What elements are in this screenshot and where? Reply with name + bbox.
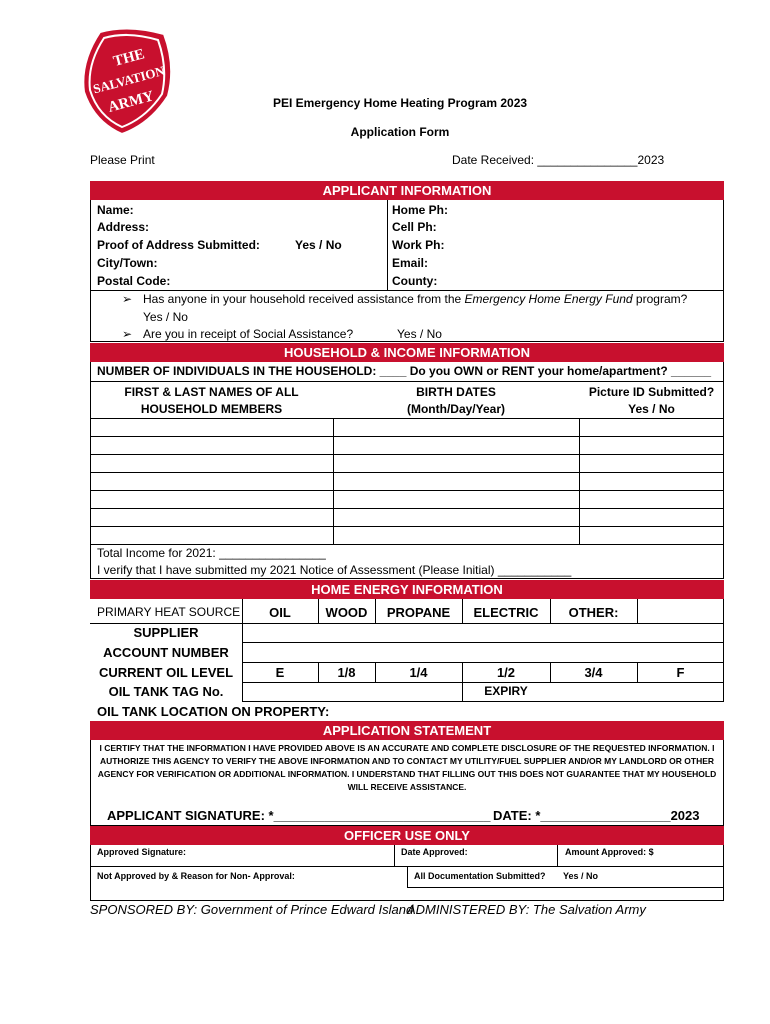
please-print-label: Please Print [90, 153, 155, 167]
supplier-label: SUPPLIER [133, 625, 199, 640]
svg-text:ARMY: ARMY [106, 88, 156, 116]
svg-text:THE: THE [111, 46, 147, 70]
applicant-info-bar: APPLICANT INFORMATION [90, 181, 724, 200]
administered-by: ADMINISTERED BY: The Salvation Army [407, 902, 646, 917]
sponsored-by: SPONSORED BY: Government of Prince Edward Island [90, 902, 414, 917]
officer-use-bar: OFFICER USE ONLY [90, 826, 724, 845]
signature-date-field[interactable]: DATE: *__________________2023 [493, 808, 700, 823]
bullet-icon: ➢ [122, 292, 133, 306]
heat-option-wood[interactable]: WOOD [325, 605, 368, 620]
applicant-signature-field[interactable]: APPLICANT SIGNATURE: *______________________________ [107, 808, 491, 823]
heat-option-oil[interactable]: OIL [269, 605, 291, 620]
name-field[interactable]: Name: [97, 203, 134, 217]
oil-level-1-8[interactable]: 1/8 [337, 665, 356, 680]
work-phone-field[interactable]: Work Ph: [392, 238, 445, 252]
heat-option-other[interactable]: OTHER: [568, 605, 619, 620]
heat-option-propane[interactable]: PROPANE [386, 605, 451, 620]
social-assistance-question: Are you in receipt of Social Assistance? [143, 327, 354, 341]
assistance-question: Has anyone in your household received assistance from the Emergency Home Energy Fund program? [143, 292, 688, 306]
certification-text: I CERTIFY THAT THE INFORMATION I HAVE PROVIDED ABOVE IS AN ACCURATE AND COMPLETE DISCLOSURE OF THE REQUESTED INFORMATION. I AUTHORIZE THIS AGENCY TO VERIFY THE ABOVE INFORMATION AND TO CONTACT MY UTILITY/FUEL SUPPLIER AND/OR MY LANDLORD OR OTHER AGENCY FOR VERIFICATION OR ADDITIONAL INFORMATION. I UNDERSTAND THAT FILLING OUT THIS DOES NOT GUARANTEE THAT MY HOUSEHOLD WILL RECEIVE ASSISTANCE. [97, 743, 717, 792]
date-received-field[interactable]: Date Received: _______________2023 [452, 153, 665, 167]
email-field[interactable]: Email: [392, 256, 429, 270]
total-income-field[interactable]: Total Income for 2021: ________________ [97, 546, 326, 560]
address-field[interactable]: Address: [97, 220, 150, 234]
assistance-yes-no[interactable]: Yes / No [143, 310, 188, 324]
heat-option-electric[interactable]: ELECTRIC [473, 605, 539, 620]
picture-id-col-header: Picture ID Submitted? Yes / No [588, 385, 715, 416]
members-col-header: FIRST & LAST NAMES OF ALL HOUSEHOLD MEMBERS [124, 385, 299, 416]
city-town-field[interactable]: City/Town: [97, 256, 158, 270]
birthdates-col-header: BIRTH DATES (Month/Day/Year) [406, 385, 505, 416]
oil-tank-location-field[interactable]: OIL TANK LOCATION ON PROPERTY: [97, 704, 330, 719]
postal-code-field[interactable]: Postal Code: [97, 274, 171, 288]
all-docs-yes-no[interactable]: Yes / No [563, 871, 599, 881]
oil-level-label: CURRENT OIL LEVEL [98, 665, 234, 680]
verify-assessment-field[interactable]: I verify that I have submitted my 2021 Notice of Assessment (Please Initial) ___________ [97, 563, 572, 577]
oil-level-f[interactable]: F [676, 665, 685, 680]
social-assistance-yes-no[interactable]: Yes / No [397, 327, 442, 341]
home-energy-bar: HOME ENERGY INFORMATION [90, 580, 724, 599]
oil-level-1-4[interactable]: 1/4 [409, 665, 428, 680]
oil-level-1-2[interactable]: 1/2 [496, 665, 516, 680]
proof-of-address-yes-no[interactable]: Yes / No [295, 238, 342, 252]
application-statement-bar: APPLICATION STATEMENT [90, 721, 724, 740]
not-approved-reason-field[interactable]: Not Approved by & Reason for Non- Approval: [97, 871, 295, 881]
all-docs-submitted-label: All Documentation Submitted? [414, 871, 546, 881]
form-subtitle: Application Form [350, 125, 450, 139]
primary-heat-source-label: PRIMARY HEAT SOURCE [97, 605, 241, 619]
bullet-icon: ➢ [122, 327, 133, 341]
svg-text:SALVATION: SALVATION [91, 62, 167, 97]
date-approved-field[interactable]: Date Approved: [401, 847, 468, 857]
household-income-bar: HOUSEHOLD & INCOME INFORMATION [90, 343, 724, 362]
form-title: PEI Emergency Home Heating Program 2023 [272, 96, 528, 110]
proof-of-address-label: Proof of Address Submitted: [97, 238, 260, 252]
oil-level-e[interactable]: E [275, 665, 285, 680]
account-number-label: ACCOUNT NUMBER [103, 645, 229, 660]
oil-tank-tag-label: OIL TANK TAG No. [108, 684, 224, 699]
amount-approved-field[interactable]: Amount Approved: $ [565, 847, 654, 857]
home-phone-field[interactable]: Home Ph: [392, 203, 449, 217]
cell-phone-field[interactable]: Cell Ph: [392, 220, 437, 234]
county-field[interactable]: County: [392, 274, 438, 288]
salvation-army-logo [80, 26, 176, 136]
household-count-line[interactable]: NUMBER OF INDIVIDUALS IN THE HOUSEHOLD: ____ Do you OWN or RENT your home/apartment? ______ [97, 364, 712, 378]
expiry-label: EXPIRY [484, 684, 528, 698]
oil-level-3-4[interactable]: 3/4 [584, 665, 603, 680]
approved-signature-field[interactable]: Approved Signature: [97, 847, 187, 857]
